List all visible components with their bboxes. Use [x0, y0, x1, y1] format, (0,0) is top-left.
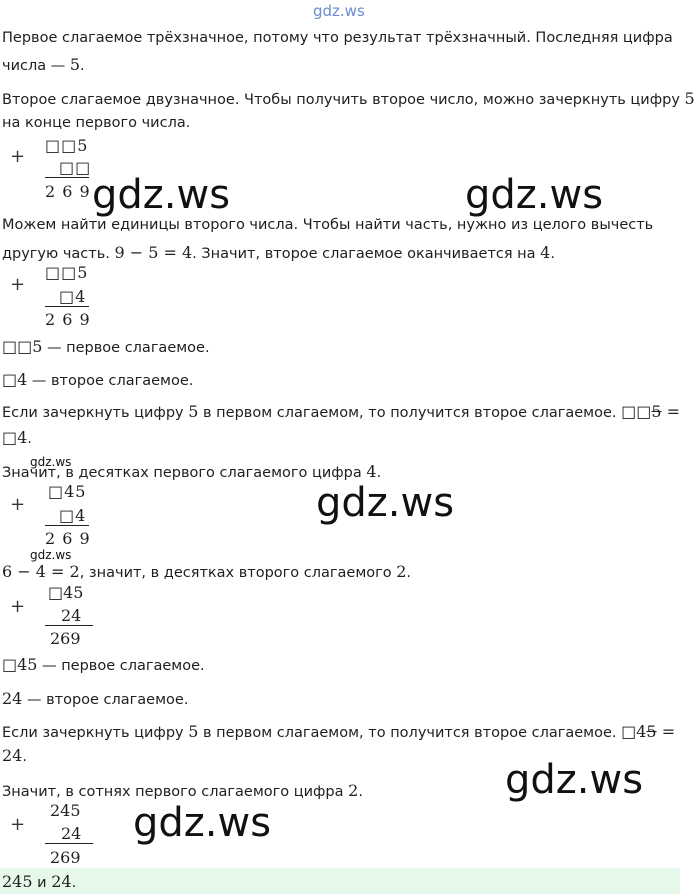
- text-line: □□5 — первое слагаемое.: [2, 337, 210, 356]
- text-line: числа — 5.: [2, 55, 85, 74]
- plus-sign: +: [10, 596, 26, 617]
- plus-sign: +: [10, 274, 26, 295]
- text-line: Значит, в сотнях первого слагаемого цифра 2.: [2, 781, 363, 800]
- answer-highlight: [0, 868, 680, 894]
- text-line: Если зачеркнуть цифру 5 в первом слагаемом, то получится второе слагаемое. □45 =: [2, 722, 676, 741]
- watermark: gdz.ws: [316, 480, 455, 526]
- text-line: 24 — второе слагаемое.: [2, 689, 189, 708]
- plus-sign: +: [10, 814, 26, 835]
- text-line: □4 — второе слагаемое.: [2, 370, 194, 389]
- text-line: Значит, в десятках первого слагаемого цифра 4.: [2, 462, 382, 481]
- text-line: Если зачеркнуть цифру 5 в первом слагаемом, то получится второе слагаемое. □□5 =: [2, 402, 681, 421]
- sum: 2 6 9: [45, 182, 91, 201]
- sum: 269: [50, 848, 81, 867]
- final-answer: 245 и 24.: [2, 872, 77, 891]
- addend-1: □□5: [45, 136, 89, 155]
- text-line: другую часть. 9 − 5 = 4. Значит, второе слагаемое оканчивается на 4.: [2, 243, 555, 262]
- plus-sign: +: [10, 494, 26, 515]
- watermark-top: gdz.ws: [313, 2, 365, 20]
- watermark: gdz.ws: [92, 172, 231, 218]
- sum: 2 6 9: [45, 529, 91, 548]
- addend-2: □4: [45, 287, 89, 307]
- sum: 269: [50, 629, 81, 648]
- text-line: Второе слагаемое двузначное. Чтобы получить второе число, можно зачеркнуть цифру 5: [2, 89, 695, 108]
- text-line: Первое слагаемое трёхзначное, потому что результат трёхзначный. Последняя цифра: [2, 30, 673, 46]
- addend-2: □4: [45, 506, 89, 526]
- text-line: Можем найти единицы второго числа. Чтобы найти часть, нужно из целого вычесть: [2, 217, 654, 233]
- watermark: gdz.ws: [30, 455, 72, 469]
- watermark: gdz.ws: [505, 757, 644, 803]
- watermark: gdz.ws: [133, 800, 272, 846]
- text-line: на конце первого числа.: [2, 115, 191, 131]
- text-line: □45 — первое слагаемое.: [2, 655, 205, 674]
- watermark: gdz.ws: [465, 172, 604, 218]
- addend-1: □45: [48, 583, 84, 602]
- text-line: 6 − 4 = 2, значит, в десятках второго слагаемого 2.: [2, 562, 412, 581]
- plus-sign: +: [10, 146, 26, 167]
- addend-1: □45: [48, 482, 87, 501]
- addend-2: 24: [45, 606, 93, 626]
- addend-2: □□: [45, 158, 89, 178]
- text-line: □4.: [2, 428, 32, 447]
- addend-2: 24: [45, 824, 93, 844]
- sum: 2 6 9: [45, 310, 91, 329]
- watermark: gdz.ws: [30, 548, 72, 562]
- text-line: 24.: [2, 746, 27, 765]
- addend-1: 245: [50, 801, 81, 820]
- addend-1: □□5: [45, 263, 89, 282]
